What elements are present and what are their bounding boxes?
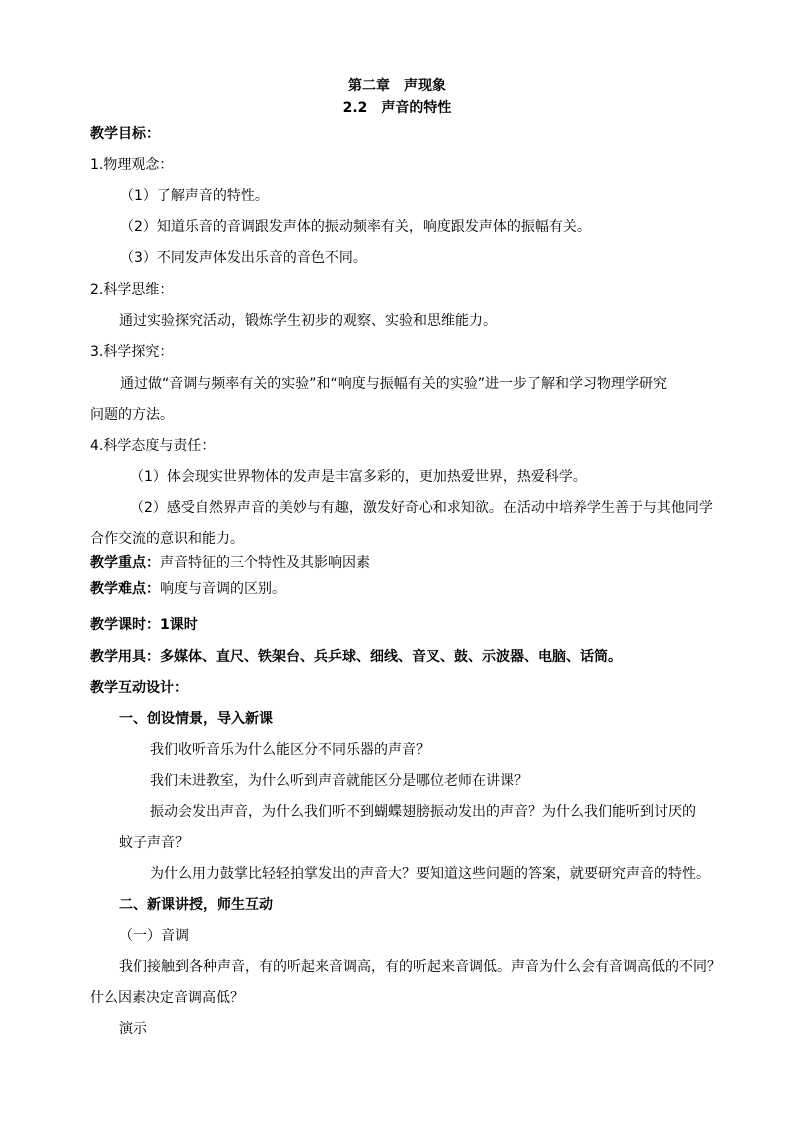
class-hours-label: 教学课时： bbox=[90, 617, 160, 633]
part2-paragraph-1-line-2: 什么因素决定音调高低？ bbox=[90, 990, 244, 1006]
difficulty-text: 响度与音调的区别。 bbox=[160, 581, 286, 597]
part2-paragraph-1-line-1: 我们接触到各种声音，有的听起来音调高，有的听起来音调低。声音为什么会有音调高低的不同？ bbox=[119, 959, 721, 975]
tools-text: 多媒体、直尺、铁架台、兵乒球、细线、音叉、鼓、示波器、电脑、话筒。 bbox=[160, 649, 622, 665]
class-hours-text: 1课时 bbox=[160, 617, 198, 633]
part1-heading: 一、创设情景，导入新课 bbox=[119, 711, 273, 727]
part2-subheading-pitch: （一）音调 bbox=[119, 928, 189, 944]
attitude-item-2-line-1: （2）感受自然界声音的美妙与有趣，激发好奇心和求知欲。在活动中培养学生善于与其他同学 bbox=[130, 500, 713, 516]
part1-paragraph-3-line-2: 蚊子声音？ bbox=[119, 835, 189, 851]
objectives-heading: 教学目标： bbox=[90, 126, 160, 142]
part1-paragraph-1: 我们收听音乐为什么能区分不同乐器的声音？ bbox=[150, 742, 430, 758]
key-points-text: 声音特征的三个特性及其影响因素 bbox=[160, 555, 370, 571]
attitude-label: 4.科学态度与责任： bbox=[90, 438, 216, 454]
scientific-inquiry-text-2: 问题的方法。 bbox=[90, 407, 174, 423]
scientific-inquiry-text-1: 通过做“音调与频率有关的实验”和“响度与振幅有关的实验”进一步了解和学习物理学研究 bbox=[120, 376, 668, 392]
section-title: 2.2 声音的特性 bbox=[342, 100, 452, 116]
part1-paragraph-2: 我们未进教室，为什么听到声音就能区分是哪位老师在讲课？ bbox=[150, 773, 528, 789]
physics-concept-item-3: （3）不同发声体发出乐音的音色不同。 bbox=[120, 250, 367, 266]
scientific-thinking-text: 通过实验探究活动，锻炼学生初步的观察、实验和思维能力。 bbox=[119, 313, 497, 329]
physics-concept-item-2: （2）知道乐音的音调跟发声体的振动频率有关，响度跟发声体的振幅有关。 bbox=[120, 219, 591, 235]
design-heading: 教学互动设计： bbox=[90, 680, 188, 696]
part1-paragraph-4: 为什么用力鼓掌比轻轻拍掌发出的声音大？要知道这些问题的答案，就要研究声音的特性。 bbox=[150, 866, 710, 882]
scientific-inquiry-label: 3.科学探究： bbox=[90, 344, 174, 360]
part2-demo: 演示 bbox=[119, 1021, 147, 1037]
tools-label: 教学用具： bbox=[90, 649, 160, 665]
part2-heading: 二、新课讲授，师生互动 bbox=[119, 897, 273, 913]
key-points bbox=[90, 553, 370, 573]
key-points-label: 教学重点： bbox=[90, 555, 160, 571]
physics-concept-label: 1.物理观念： bbox=[90, 157, 174, 173]
physics-concept-item-1: （1）了解声音的特性。 bbox=[120, 188, 269, 204]
attitude-item-1: （1）体会现实世界物体的发声是丰富多彩的，更加热爱世界，热爱科学。 bbox=[130, 469, 587, 485]
chapter-title: 第二章 声现象 bbox=[348, 78, 446, 94]
attitude-item-2-line-2: 合作交流的意识和能力。 bbox=[90, 531, 244, 547]
part1-paragraph-3-line-1: 振动会发出声音，为什么我们听不到蝴蝶翅膀振动发出的声音？为什么我们能听到讨厌的 bbox=[150, 804, 696, 820]
scientific-thinking-label: 2.科学思维： bbox=[90, 282, 174, 298]
class-hours bbox=[90, 615, 198, 635]
tools bbox=[90, 647, 622, 667]
difficulty bbox=[90, 579, 286, 599]
difficulty-label: 教学难点： bbox=[90, 581, 160, 597]
